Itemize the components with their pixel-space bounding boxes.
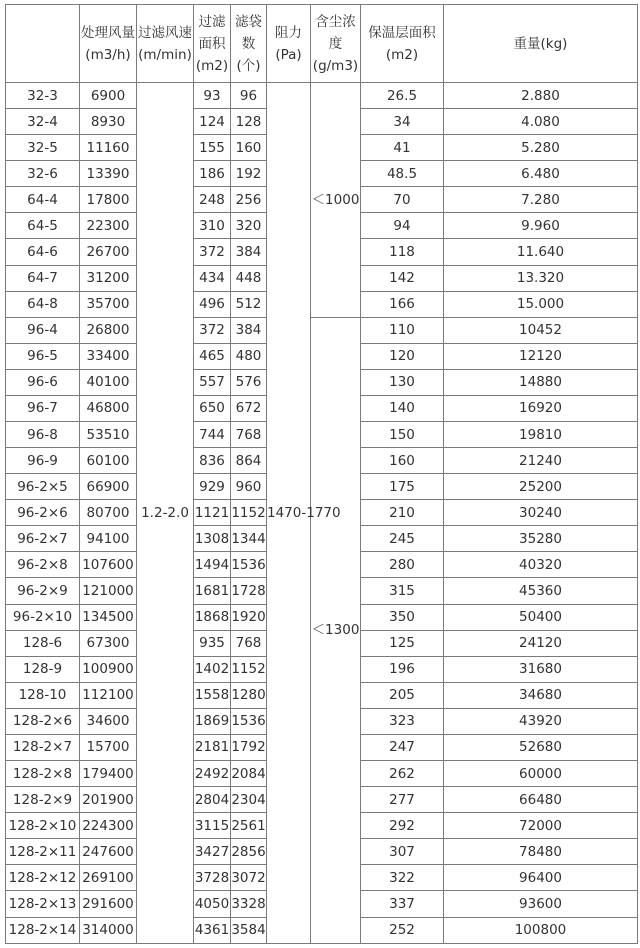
airflow-cell: 314000 [80, 917, 137, 944]
model-cell: 96-8 [6, 422, 80, 448]
airflow-cell: 40100 [80, 369, 137, 395]
model-cell: 96-2×5 [6, 474, 80, 500]
airflow-cell: 22300 [80, 213, 137, 239]
insulation-area-cell: 70 [361, 187, 444, 213]
model-cell: 128-2×13 [6, 891, 80, 917]
filter-area-cell: 3427 [194, 839, 231, 865]
table-row [6, 317, 638, 343]
insulation-area-cell: 150 [361, 422, 444, 448]
weight-cell: 24120 [444, 630, 638, 656]
model-cell: 64-5 [6, 213, 80, 239]
airflow-cell: 53510 [80, 422, 137, 448]
header-filter-area: 过滤面积(m2) [194, 5, 231, 83]
insulation-area-cell: 142 [361, 265, 444, 291]
insulation-area-cell: 205 [361, 682, 444, 708]
header-dust-concentration: 含尘浓度(g/m3) [311, 5, 361, 83]
bag-count-cell: 1344 [231, 526, 267, 552]
bag-count-cell: 320 [231, 213, 267, 239]
weight-cell: 43920 [444, 708, 638, 734]
weight-cell: 52680 [444, 734, 638, 760]
bag-count-cell: 3072 [231, 865, 267, 891]
bag-count-cell: 1920 [231, 604, 267, 630]
header-row [6, 5, 638, 83]
insulation-area-cell: 252 [361, 917, 444, 944]
insulation-area-cell: 322 [361, 865, 444, 891]
insulation-area-cell: 110 [361, 317, 444, 343]
model-cell: 32-6 [6, 161, 80, 187]
insulation-area-cell: 262 [361, 761, 444, 787]
insulation-area-cell: 125 [361, 630, 444, 656]
filter-area-cell: 836 [194, 448, 231, 474]
filter-area-cell: 1494 [194, 552, 231, 578]
bag-count-cell: 768 [231, 422, 267, 448]
insulation-area-cell: 245 [361, 526, 444, 552]
insulation-area-cell: 323 [361, 708, 444, 734]
model-cell: 32-3 [6, 83, 80, 109]
bag-count-cell: 512 [231, 291, 267, 317]
model-cell: 128-2×11 [6, 839, 80, 865]
airflow-cell: 11160 [80, 135, 137, 161]
insulation-area-cell: 48.5 [361, 161, 444, 187]
filter-area-cell: 1308 [194, 526, 231, 552]
table-body [6, 83, 638, 944]
filter-area-cell: 496 [194, 291, 231, 317]
bag-count-cell: 1152 [231, 500, 267, 526]
filter-area-cell: 557 [194, 369, 231, 395]
weight-cell: 13.320 [444, 265, 638, 291]
bag-count-cell: 2561 [231, 813, 267, 839]
insulation-area-cell: 337 [361, 891, 444, 917]
weight-cell: 96400 [444, 865, 638, 891]
filter-area-cell: 124 [194, 109, 231, 135]
filter-area-cell: 372 [194, 317, 231, 343]
bag-count-cell: 1152 [231, 656, 267, 682]
bag-count-cell: 960 [231, 474, 267, 500]
filter-area-cell: 1868 [194, 604, 231, 630]
insulation-area-cell: 307 [361, 839, 444, 865]
bag-count-cell: 2856 [231, 839, 267, 865]
airflow-cell: 8930 [80, 109, 137, 135]
airflow-cell: 94100 [80, 526, 137, 552]
insulation-area-cell: 247 [361, 734, 444, 760]
weight-cell: 60000 [444, 761, 638, 787]
bag-count-cell: 160 [231, 135, 267, 161]
bag-count-cell: 1536 [231, 552, 267, 578]
bag-count-cell: 384 [231, 239, 267, 265]
bag-count-cell: 256 [231, 187, 267, 213]
filter-area-cell: 3115 [194, 813, 231, 839]
filter-area-cell: 1869 [194, 708, 231, 734]
filter-area-cell: 155 [194, 135, 231, 161]
airflow-cell: 121000 [80, 578, 137, 604]
filter-area-cell: 744 [194, 422, 231, 448]
bag-count-cell: 576 [231, 369, 267, 395]
filter-area-cell: 1121 [194, 500, 231, 526]
model-cell: 128-2×10 [6, 813, 80, 839]
filter-area-cell: 4050 [194, 891, 231, 917]
weight-cell: 5.280 [444, 135, 638, 161]
model-cell: 128-2×7 [6, 734, 80, 760]
filter-area-cell: 929 [194, 474, 231, 500]
filter-area-cell: 465 [194, 343, 231, 369]
filter-area-cell: 4361 [194, 917, 231, 944]
filter-area-cell: 310 [194, 213, 231, 239]
filter-area-cell: 1558 [194, 682, 231, 708]
weight-cell: 66480 [444, 787, 638, 813]
filter-area-cell: 935 [194, 630, 231, 656]
bag-count-cell: 3328 [231, 891, 267, 917]
airflow-cell: 35700 [80, 291, 137, 317]
airflow-cell: 46800 [80, 395, 137, 421]
dust-concentration-cell-b [311, 317, 361, 943]
model-cell: 128-2×12 [6, 865, 80, 891]
airflow-cell: 31200 [80, 265, 137, 291]
filter-area-cell: 2492 [194, 761, 231, 787]
model-cell: 96-2×6 [6, 500, 80, 526]
insulation-area-cell: 34 [361, 109, 444, 135]
resistance-cell: 1470-1770 [267, 83, 311, 944]
header-filter-speed: 过滤风速(m/min) [137, 5, 194, 83]
insulation-area-cell: 41 [361, 135, 444, 161]
model-cell: 128-2×9 [6, 787, 80, 813]
dust-concentration-cell-a [311, 83, 361, 318]
insulation-area-cell: 120 [361, 343, 444, 369]
weight-cell: 2.880 [444, 83, 638, 109]
airflow-cell: 100900 [80, 656, 137, 682]
weight-cell: 6.480 [444, 161, 638, 187]
airflow-cell: 134500 [80, 604, 137, 630]
bag-count-cell: 3584 [231, 917, 267, 944]
insulation-area-cell: 130 [361, 369, 444, 395]
model-cell: 96-9 [6, 448, 80, 474]
airflow-cell: 112100 [80, 682, 137, 708]
weight-cell: 10452 [444, 317, 638, 343]
header-weight: 重量(kg) [444, 5, 638, 83]
weight-cell: 7.280 [444, 187, 638, 213]
filter-area-cell: 434 [194, 265, 231, 291]
airflow-cell: 66900 [80, 474, 137, 500]
airflow-cell: 291600 [80, 891, 137, 917]
model-cell: 64-7 [6, 265, 80, 291]
airflow-cell: 13390 [80, 161, 137, 187]
insulation-area-cell: 210 [361, 500, 444, 526]
model-cell: 96-2×9 [6, 578, 80, 604]
header-insulation-area: 保温层面积(m2) [361, 5, 444, 83]
insulation-area-cell: 350 [361, 604, 444, 630]
filter-area-cell: 3728 [194, 865, 231, 891]
insulation-area-cell: 166 [361, 291, 444, 317]
weight-cell: 100800 [444, 917, 638, 944]
insulation-area-cell: 196 [361, 656, 444, 682]
airflow-cell: 224300 [80, 813, 137, 839]
bag-count-cell: 384 [231, 317, 267, 343]
bag-count-cell: 768 [231, 630, 267, 656]
airflow-cell: 33400 [80, 343, 137, 369]
insulation-area-cell: 277 [361, 787, 444, 813]
weight-cell: 50400 [444, 604, 638, 630]
weight-cell: 9.960 [444, 213, 638, 239]
insulation-area-cell: 118 [361, 239, 444, 265]
model-cell: 128-6 [6, 630, 80, 656]
filter-area-cell: 650 [194, 395, 231, 421]
weight-cell: 19810 [444, 422, 638, 448]
header-model [6, 5, 80, 83]
header-bag-count: 滤袋数(个) [231, 5, 267, 83]
model-cell: 128-2×14 [6, 917, 80, 944]
weight-cell: 78480 [444, 839, 638, 865]
bag-count-cell: 1536 [231, 708, 267, 734]
weight-cell: 30240 [444, 500, 638, 526]
insulation-area-cell: 315 [361, 578, 444, 604]
airflow-cell: 107600 [80, 552, 137, 578]
bag-count-cell: 448 [231, 265, 267, 291]
filter-area-cell: 1681 [194, 578, 231, 604]
filter-area-cell: 248 [194, 187, 231, 213]
bag-count-cell: 192 [231, 161, 267, 187]
filter-area-cell: 2181 [194, 734, 231, 760]
model-cell: 32-5 [6, 135, 80, 161]
weight-cell: 45360 [444, 578, 638, 604]
weight-cell: 34680 [444, 682, 638, 708]
airflow-cell: 6900 [80, 83, 137, 109]
airflow-cell: 201900 [80, 787, 137, 813]
model-cell: 128-2×8 [6, 761, 80, 787]
airflow-cell: 80700 [80, 500, 137, 526]
bag-count-cell: 1280 [231, 682, 267, 708]
weight-cell: 14880 [444, 369, 638, 395]
filter-area-cell: 93 [194, 83, 231, 109]
weight-cell: 11.640 [444, 239, 638, 265]
model-cell: 96-4 [6, 317, 80, 343]
insulation-area-cell: 160 [361, 448, 444, 474]
model-cell: 96-2×8 [6, 552, 80, 578]
bag-count-cell: 2084 [231, 761, 267, 787]
insulation-area-cell: 175 [361, 474, 444, 500]
weight-cell: 25200 [444, 474, 638, 500]
airflow-cell: 179400 [80, 761, 137, 787]
airflow-cell: 26800 [80, 317, 137, 343]
model-cell: 96-7 [6, 395, 80, 421]
bag-count-cell: 96 [231, 83, 267, 109]
airflow-cell: 17800 [80, 187, 137, 213]
filter-area-cell: 186 [194, 161, 231, 187]
weight-cell: 12120 [444, 343, 638, 369]
airflow-cell: 15700 [80, 734, 137, 760]
weight-cell: 31680 [444, 656, 638, 682]
header-airflow: 处理风量(m3/h) [80, 5, 137, 83]
weight-cell: 93600 [444, 891, 638, 917]
weight-cell: 35280 [444, 526, 638, 552]
weight-cell: 16920 [444, 395, 638, 421]
model-cell: 128-10 [6, 682, 80, 708]
filter-speed-cell: 1.2-2.0 [137, 83, 194, 944]
insulation-area-cell: 94 [361, 213, 444, 239]
filter-area-cell: 2804 [194, 787, 231, 813]
model-cell: 96-2×7 [6, 526, 80, 552]
dust-concentration-cell-b-text: ＜1300 [311, 622, 360, 639]
spec-table [5, 4, 638, 944]
model-cell: 64-4 [6, 187, 80, 213]
model-cell: 96-6 [6, 369, 80, 395]
table-row [6, 83, 638, 109]
airflow-cell: 247600 [80, 839, 137, 865]
weight-cell: 15.000 [444, 291, 638, 317]
weight-cell: 40320 [444, 552, 638, 578]
bag-count-cell: 128 [231, 109, 267, 135]
bag-count-cell: 1728 [231, 578, 267, 604]
bag-count-cell: 864 [231, 448, 267, 474]
insulation-area-cell: 140 [361, 395, 444, 421]
model-cell: 128-9 [6, 656, 80, 682]
airflow-cell: 34600 [80, 708, 137, 734]
model-cell: 32-4 [6, 109, 80, 135]
filter-area-cell: 1402 [194, 656, 231, 682]
weight-cell: 4.080 [444, 109, 638, 135]
model-cell: 64-8 [6, 291, 80, 317]
filter-area-cell: 372 [194, 239, 231, 265]
model-cell: 128-2×6 [6, 708, 80, 734]
airflow-cell: 269100 [80, 865, 137, 891]
weight-cell: 21240 [444, 448, 638, 474]
insulation-area-cell: 292 [361, 813, 444, 839]
airflow-cell: 26700 [80, 239, 137, 265]
model-cell: 96-2×10 [6, 604, 80, 630]
insulation-area-cell: 26.5 [361, 83, 444, 109]
bag-count-cell: 672 [231, 395, 267, 421]
header-resistance: 阻力(Pa) [267, 5, 311, 83]
insulation-area-cell: 280 [361, 552, 444, 578]
model-cell: 64-6 [6, 239, 80, 265]
bag-count-cell: 1792 [231, 734, 267, 760]
airflow-cell: 67300 [80, 630, 137, 656]
bag-count-cell: 480 [231, 343, 267, 369]
weight-cell: 72000 [444, 813, 638, 839]
model-cell: 96-5 [6, 343, 80, 369]
dust-concentration-cell-a-text: ＜1000 [311, 191, 360, 208]
bag-count-cell: 2304 [231, 787, 267, 813]
airflow-cell: 60100 [80, 448, 137, 474]
